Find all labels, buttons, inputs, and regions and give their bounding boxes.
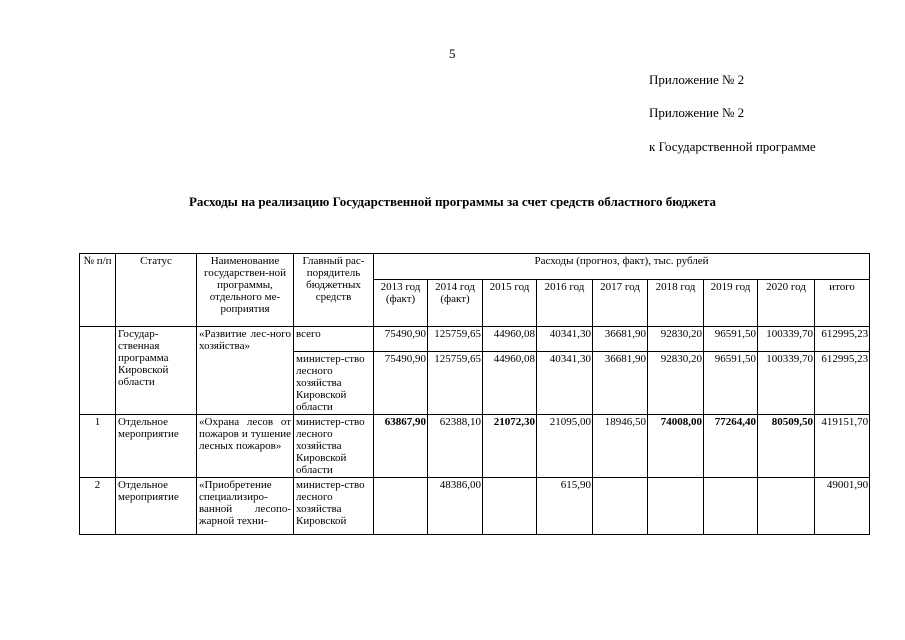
expenses-table bbox=[79, 253, 870, 535]
cell-value bbox=[648, 478, 704, 535]
document-title: Расходы на реализацию Государственной программы за счет средств областного бюджета bbox=[188, 194, 717, 209]
cell-value: 18946,50 bbox=[593, 415, 648, 478]
cell-num bbox=[80, 327, 116, 415]
cell-value bbox=[483, 478, 537, 535]
cell-value: 92830,20 bbox=[648, 327, 704, 352]
cell-value: 48386,00 bbox=[428, 478, 483, 535]
cell-name-text: «Приобретение специализиро-ванной лесопо-жарной техни- bbox=[199, 479, 291, 527]
cell-value: 77264,40 bbox=[704, 415, 758, 478]
cell-distributor: министер-ство лесного хозяйства Кировской области bbox=[294, 352, 374, 415]
cell-num: 1 bbox=[80, 415, 116, 478]
cell-value: 80509,50 bbox=[758, 415, 815, 478]
cell-value: 125759,65 bbox=[428, 352, 483, 415]
cell-value: 63867,90 bbox=[374, 415, 428, 478]
cell-value: 75490,90 bbox=[374, 352, 428, 415]
cell-total: 49001,90 bbox=[815, 478, 870, 535]
header-year: 2018 год bbox=[648, 280, 704, 327]
cell-value: 100339,70 bbox=[758, 327, 815, 352]
cell-total: 612995,23 bbox=[815, 352, 870, 415]
header-year: 2019 год bbox=[704, 280, 758, 327]
header-year: 2013 год (факт) bbox=[374, 280, 428, 327]
header-num: № п/п bbox=[80, 254, 116, 327]
cell-value bbox=[758, 478, 815, 535]
cell-value: 36681,90 bbox=[593, 327, 648, 352]
cell-value: 21095,00 bbox=[537, 415, 593, 478]
header-year: 2017 год bbox=[593, 280, 648, 327]
cell-name: «Развитие лес-ного хозяйства» bbox=[197, 327, 294, 415]
cell-total: 612995,23 bbox=[815, 327, 870, 352]
table-row bbox=[80, 327, 870, 352]
appendix-label: Приложение № 2 bbox=[649, 105, 745, 120]
cell-value: 44960,08 bbox=[483, 352, 537, 415]
header-year: 2014 год (факт) bbox=[428, 280, 483, 327]
appendix-subtitle: к Государственной программе bbox=[649, 139, 816, 154]
header-expenses: Расходы (прогноз, факт), тыс. рублей bbox=[374, 254, 870, 280]
cell-value: 40341,30 bbox=[537, 327, 593, 352]
cell-value: 100339,70 bbox=[758, 352, 815, 415]
cell-value bbox=[704, 478, 758, 535]
cell-value: 40341,30 bbox=[537, 352, 593, 415]
cell-value: 36681,90 bbox=[593, 352, 648, 415]
cell-value: 92830,20 bbox=[648, 352, 704, 415]
cell-name bbox=[197, 478, 294, 535]
page-number: 5 bbox=[449, 46, 456, 61]
cell-value: 96591,50 bbox=[704, 352, 758, 415]
header-name: Наименование государствен-ной программы, отдельного ме-роприятия bbox=[197, 254, 294, 327]
cell-distributor bbox=[294, 478, 374, 535]
cell-value bbox=[593, 478, 648, 535]
appendix-label: Приложение № 2 bbox=[649, 72, 745, 87]
cell-status: Государ-ственная программа Кировской области bbox=[116, 327, 197, 415]
header-year: 2020 год bbox=[758, 280, 815, 327]
header-year: 2015 год bbox=[483, 280, 537, 327]
header-distributor: Главный рас-порядитель бюджетных средств bbox=[294, 254, 374, 327]
cell-value: 62388,10 bbox=[428, 415, 483, 478]
cell-value: 21072,30 bbox=[483, 415, 537, 478]
cell-value: 125759,65 bbox=[428, 327, 483, 352]
cell-value: 74008,00 bbox=[648, 415, 704, 478]
header-year: 2016 год bbox=[537, 280, 593, 327]
cell-total: 419151,70 bbox=[815, 415, 870, 478]
cell-name: «Охрана лесов от пожаров и тушение лесных пожаров» bbox=[197, 415, 294, 478]
cell-status: Отдельное мероприятие bbox=[116, 415, 197, 478]
cell-value: 96591,50 bbox=[704, 327, 758, 352]
table-row bbox=[80, 415, 870, 478]
cell-value: 75490,90 bbox=[374, 327, 428, 352]
header-row bbox=[80, 254, 870, 280]
cell-distributor: всего bbox=[294, 327, 374, 352]
header-status: Статус bbox=[116, 254, 197, 327]
cell-num: 2 bbox=[80, 478, 116, 535]
header-total: итого bbox=[815, 280, 870, 327]
cell-value: 44960,08 bbox=[483, 327, 537, 352]
cell-status: Отдельное мероприятие bbox=[116, 478, 197, 535]
cell-distributor-text: министер-ство лесного хозяйства Кировской bbox=[296, 479, 365, 527]
cell-value bbox=[374, 478, 428, 535]
cell-value: 615,90 bbox=[537, 478, 593, 535]
table-row bbox=[80, 478, 870, 535]
cell-distributor: министер-ство лесного хозяйства Кировской области bbox=[294, 415, 374, 478]
